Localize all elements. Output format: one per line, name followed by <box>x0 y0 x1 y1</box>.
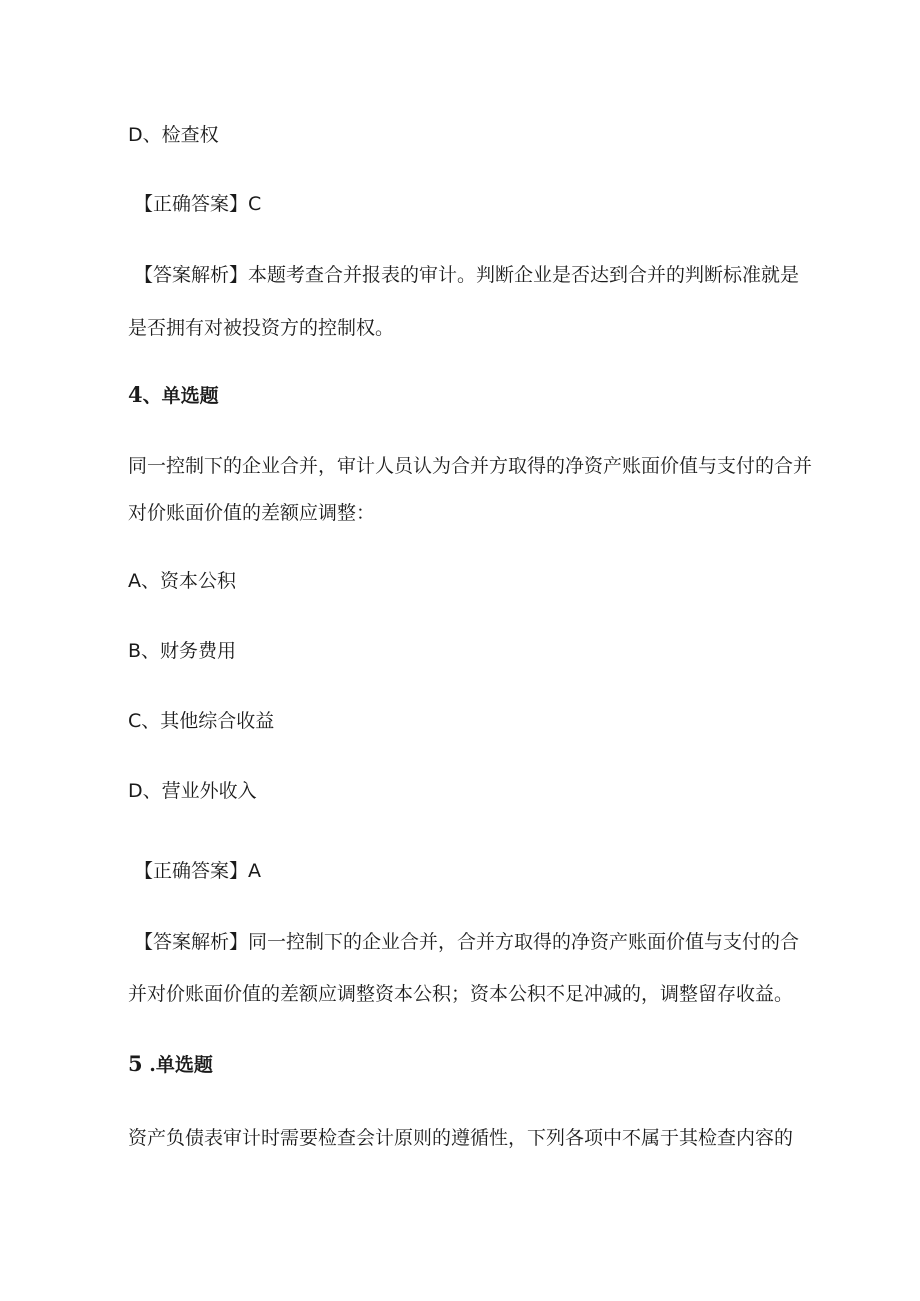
q4-stem-line1: 同一控制下的企业合并，审计人员认为合并方取得的净资产账面价值与支付的合并 <box>128 455 813 477</box>
q4-heading-label: 、单选题 <box>142 385 219 407</box>
q3-option-d: D、检查权 <box>128 124 219 146</box>
q3-analysis-line1: 【答案解析】本题考查合并报表的审计。判断企业是否达到合并的判断标准就是 <box>134 264 800 286</box>
q3-correct-answer: 【正确答案】C <box>134 193 262 215</box>
q4-heading <box>128 382 219 409</box>
q4-option-d: D、营业外收入 <box>128 780 257 802</box>
q5-heading <box>128 1051 213 1078</box>
q4-option-c: C、其他综合收益 <box>128 710 275 732</box>
q4-option-b: B、财务费用 <box>128 640 237 662</box>
q5-stem-line1: 资产负债表审计时需要检查会计原则的遵循性，下列各项中不属于其检查内容的 <box>128 1127 794 1149</box>
q4-analysis-line1: 【答案解析】同一控制下的企业合并，合并方取得的净资产账面价值与支付的合 <box>134 931 800 953</box>
q5-heading-label: .单选题 <box>142 1054 213 1076</box>
q4-heading-number: 4 <box>128 382 143 407</box>
q4-option-a: A、资本公积 <box>128 570 236 592</box>
q5-heading-number: 5 <box>128 1051 143 1076</box>
q4-analysis-line2: 并对价账面价值的差额应调整资本公积；资本公积不足冲减的，调整留存收益。 <box>128 983 794 1005</box>
q4-stem-line2: 对价账面价值的差额应调整： <box>128 502 376 524</box>
q3-analysis-line2: 是否拥有对被投资方的控制权。 <box>128 317 395 339</box>
q4-correct-answer: 【正确答案】A <box>134 860 261 882</box>
